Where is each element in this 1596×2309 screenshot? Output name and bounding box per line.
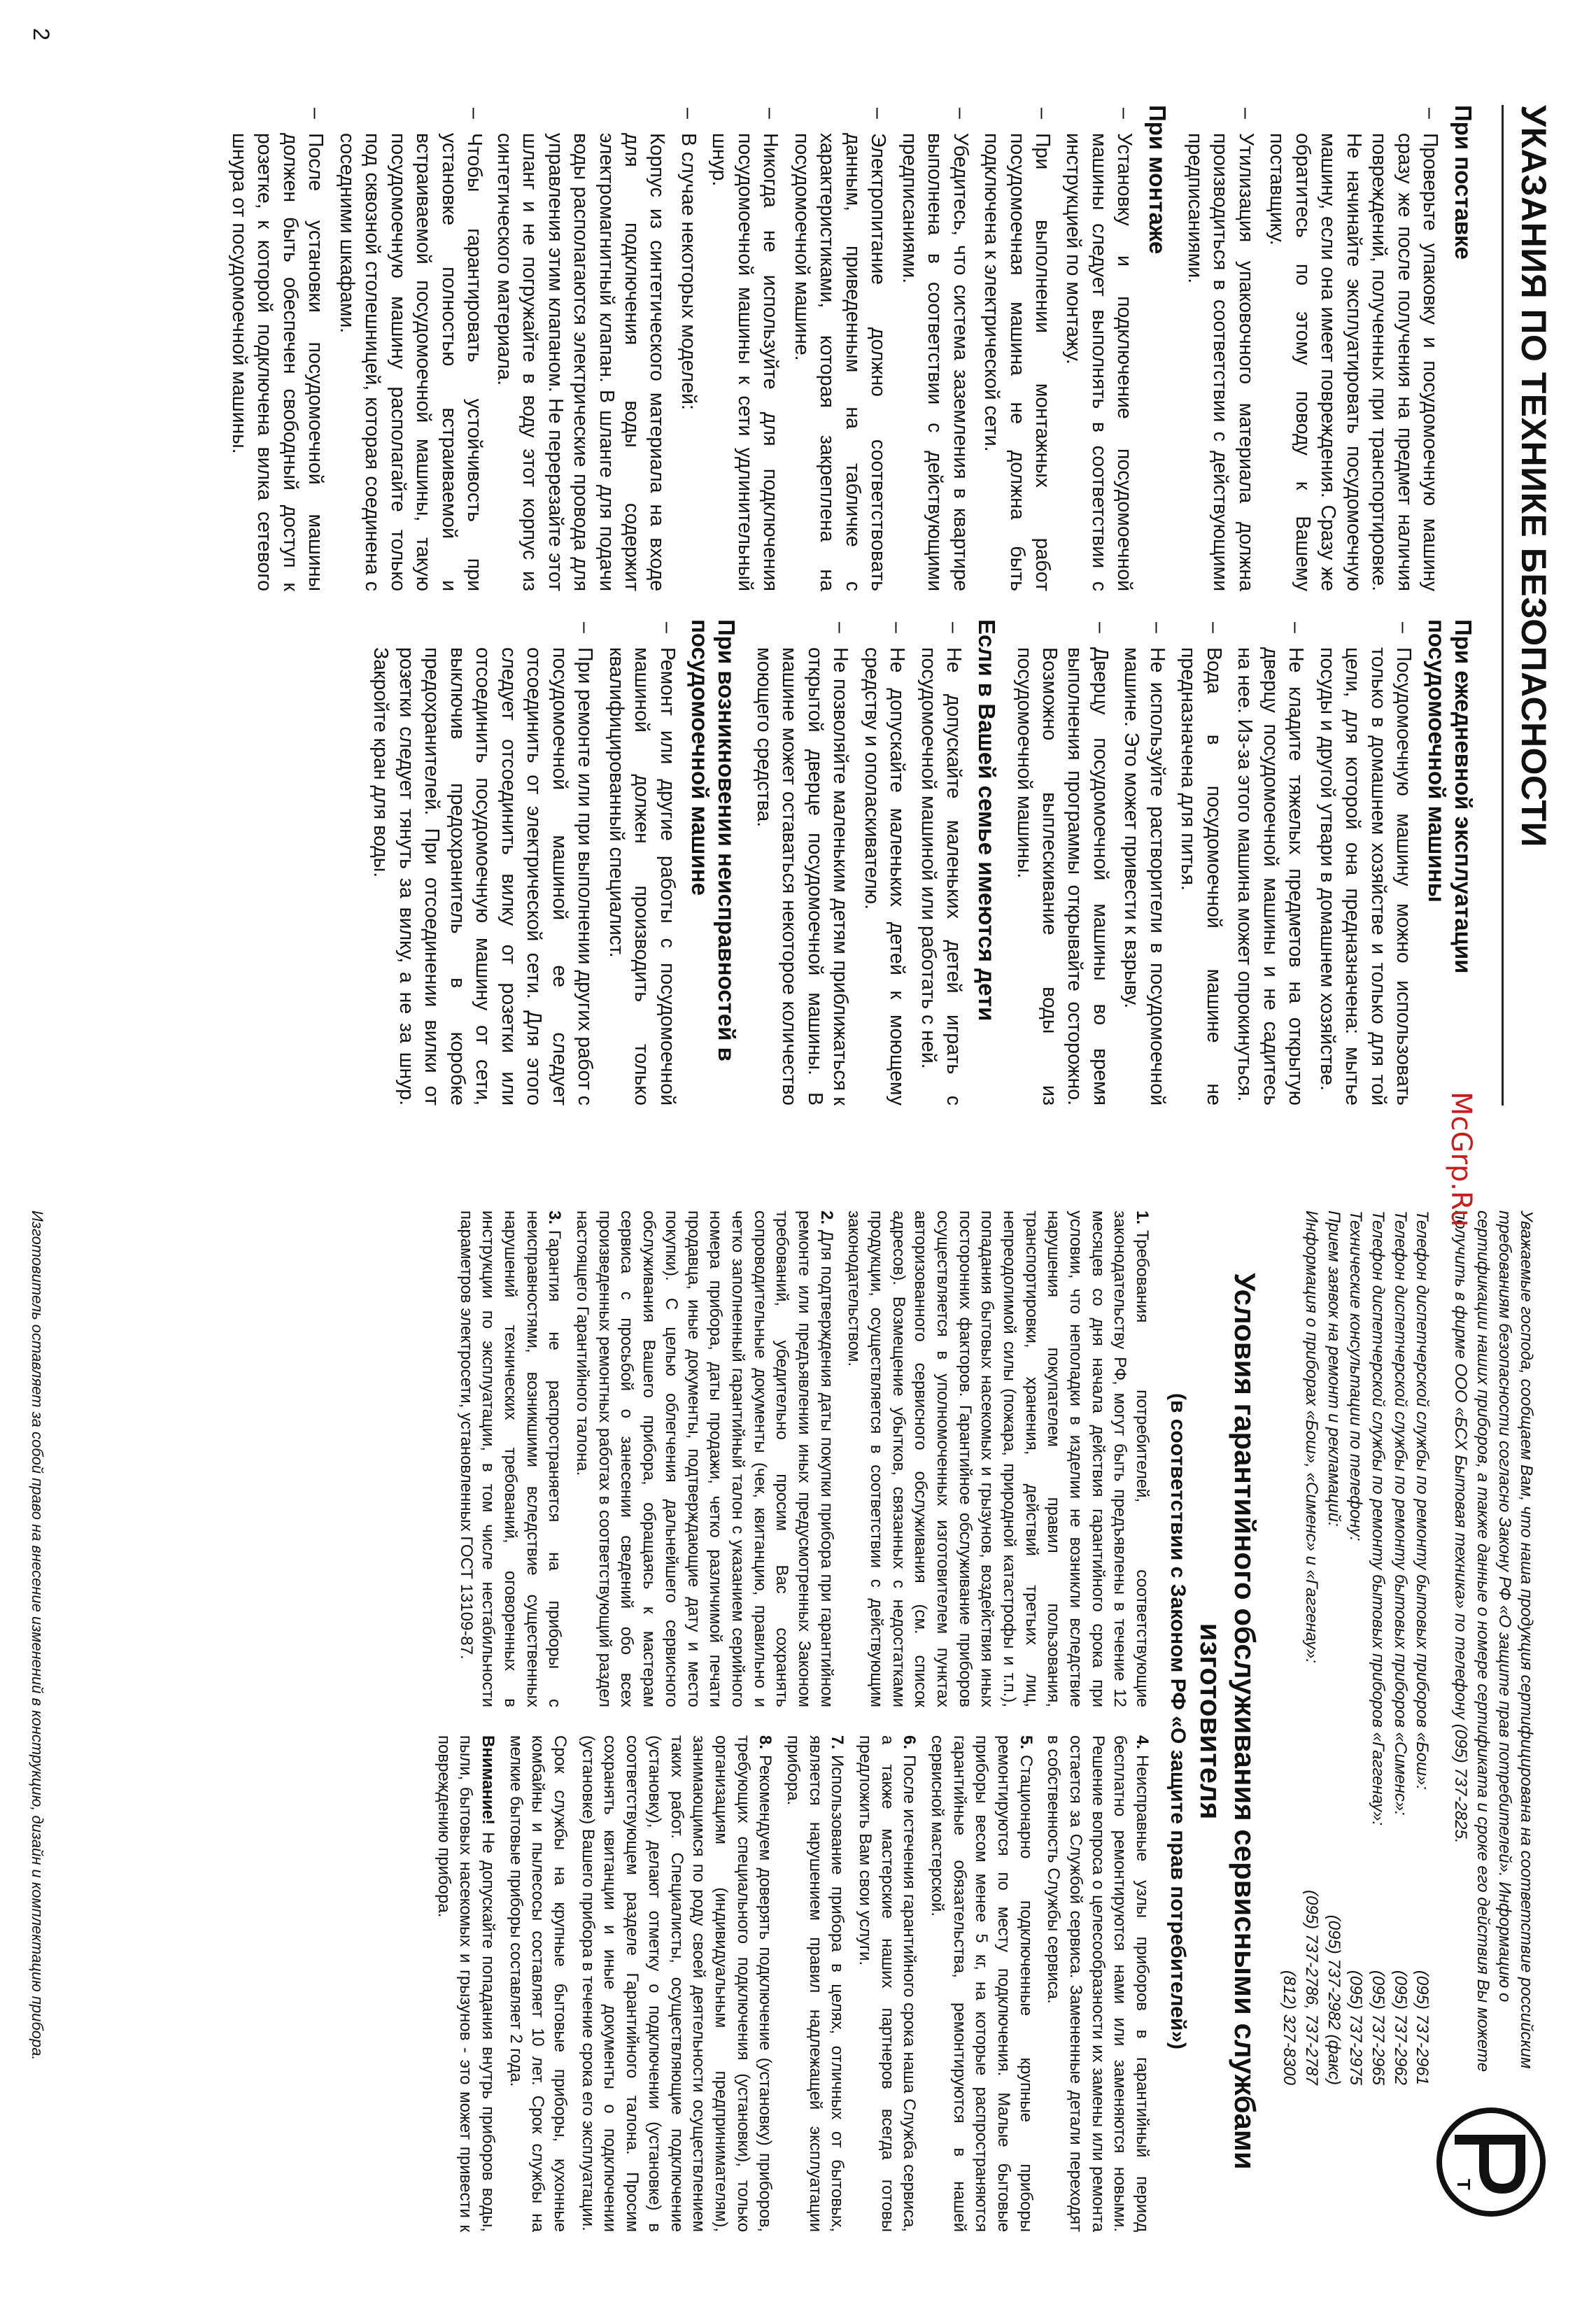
contact-phone: (095) 737-2975 xyxy=(1346,1970,1366,2085)
warranty-column-1 xyxy=(427,1210,1153,1707)
item-text: Рекомендуем доверять подключение (установку) приборов, требующих специального подключения (установки), только организациям (индивидуальным предпринимателям), занимающимся по роду своей деятельности осуществлением таких работ. Специалисты, осуществляющие подключение (установку), делают отметку о подключении (установке) в соответствующем разделе Гарантийного талона. Просим сохранять квитанции и иные документы о подключении (установке) Вашего прибора в течение срока его эксплуатации. xyxy=(578,1735,775,2232)
contact-label: Телефон диспетчерской службы по ремонту бытовых приборов «Гаггенау»: xyxy=(1368,1210,1387,1826)
item-number: 1. xyxy=(1132,1210,1152,1225)
watermark: McGrp.Ru xyxy=(1445,1092,1477,1227)
children-list xyxy=(751,619,966,1106)
list-item: – Чтобы гарантировать устойчивость при установке полностью встраиваемой и встраиваемой посудомоечной машины, такую посудомоечную машину располагайте только под сквозной столешницей, которая соединена с соседними шкафами. xyxy=(334,105,487,591)
warranty-item xyxy=(926,1735,1036,2232)
contact-phone: (095) 737-2965 xyxy=(1368,1970,1387,2085)
list-item: – Утилизация упаковочного материала должна производиться в соответствии с действующими предписаниями. xyxy=(1182,105,1258,591)
contact-row xyxy=(1278,1210,1301,2085)
installation-note: Корпус из синтетического материала на входе для подключения воды содержит электромагнитный клапан. В шланге для подачи воды располагаются электрические провода для управления этим клапаном. Не перерезайте этот шланг и не погружайте в воду этот корпус из синтетического материала. xyxy=(493,133,669,591)
warranty-title: Условия гарантийного обслуживания сервисными службами изготовителя xyxy=(1194,1273,1262,2170)
contact-row xyxy=(1411,1210,1434,2085)
safety-column-1 xyxy=(221,105,1488,591)
daily-use-list xyxy=(1011,619,1416,1106)
item-text: Стационарно подключенные крупные приборы ремонтируются по месту подключения. Малые бытовые приборы весом менее 5 кг, на которые распространяются гарантийные обязательства, ремонтируются в нашей сервисной мастерской. xyxy=(927,1735,1036,2232)
contact-row xyxy=(1322,1210,1345,2085)
warranty-item xyxy=(1043,1735,1153,2232)
section-heading-installation: При монтаже xyxy=(1145,105,1171,255)
section-heading-daily-use: При ежедневной эксплуатации посудомоечной машины xyxy=(1424,619,1476,974)
safety-column-2 xyxy=(221,619,1488,1106)
warranty-item xyxy=(571,1210,837,1707)
list-item: – При ремонте или при выполнении других работ с посудомоечной машиной ее следует отсоединить от электрической сети. Для этого следует отсоединить вилку от розетки или отсоединить посудомоечную машину от сети, выключив предохранитель в коробке предохранителей. При отсоединении вилки от розетки следует тянуть за вилку, а не за шнур. Закройте кран для воды. xyxy=(368,619,598,1106)
svg-text:Т: Т xyxy=(1453,2179,1474,2190)
contact-phone: (812) 327-8300 xyxy=(1280,1970,1299,2085)
item-text: Использование прибора в целях, отличных от бытовых, является нарушением правил надлежащей эксплуатации прибора. xyxy=(783,1735,847,2232)
section-heading-delivery: При поставке xyxy=(1450,105,1476,260)
contact-row xyxy=(1345,1210,1367,2085)
warranty-column-2 xyxy=(427,1735,1153,2232)
warning-note xyxy=(432,1735,499,2232)
warranty-conditions-page xyxy=(0,1154,1596,2309)
section-heading-faults: При возникновении неисправностей в посудомоечной машине xyxy=(687,619,740,1061)
contact-phone: (095) 737-2786, 737-2787 xyxy=(1301,1890,1321,2085)
delivery-list xyxy=(1182,105,1443,591)
warning-label: Внимание! xyxy=(479,1735,498,1825)
item-number: 5. xyxy=(1016,1735,1036,1750)
list-item: – Вода в посудомоечной машине не предназначена для питья. xyxy=(1175,619,1227,1106)
section-heading-children: Если в Вашей семье имеются дети xyxy=(974,619,1001,1022)
safety-instructions-page xyxy=(0,0,1596,1154)
warranty-columns xyxy=(427,1210,1153,2232)
contact-phone: (095) 737-2982 (факс) xyxy=(1324,1914,1343,2085)
list-item: – После установки посудомоечной машины должен быть обеспечен свободный доступ к розетке, к которой подключена вилка сетевого шнура от посудомоечной машины. xyxy=(227,105,329,591)
contact-label: Технические консультации по телефону: xyxy=(1346,1210,1366,1541)
list-item: – Посудомоечную машину можно использовать только в домашнем хозяйстве и только для той цели, для которой она предназначена: мытье посуды и другой утвари в домашнем хозяйстве. xyxy=(1314,619,1416,1106)
warranty-item xyxy=(782,1735,848,2232)
contact-label: Информация о приборах «Бош», «Сименс» и «Гаггенау»: xyxy=(1301,1210,1321,1664)
list-item: – Не позволяйте маленьким детям приближаться к открытой дверце посудомоечной машины. В машине может оставаться некоторое количество моющего средства. xyxy=(751,619,853,1106)
list-item: – В случае некоторых моделей: xyxy=(675,105,700,591)
safety-title: УКАЗАНИЯ ПО ТЕХНИКЕ БЕЗОПАСНОСТИ xyxy=(1502,105,1554,1106)
list-item: – Убедитесь, что система заземления в квартире выполнена в соответствии с действующими предписаниями. xyxy=(896,105,973,591)
list-item: – Электропитание должно соответствовать данным, приведенным на табличке с характеристиками, которая закреплена на посудомоечной машине. xyxy=(789,105,891,591)
item-number: 7. xyxy=(828,1735,847,1750)
warranty-item xyxy=(854,1735,920,2232)
list-item: – Проверьте упаковку и посудомоечную машину сразу же после получения на предмет наличия повреждений, полученных при транспортировке. Не начинайте эксплуатировать посудомоечную машину, если она имеет повреждения. Сразу же обратитесь по этому поводу к Вашему поставщику. xyxy=(1264,105,1443,591)
item-text: Неисправные узлы приборов в гарантийный период бесплатно ремонтируются нами или заменяются новыми. Решение вопроса о целесообразности их замены или ремонта остается за Службой сервиса. Замененные детали переходят в собственность Службы сервиса. xyxy=(1044,1735,1152,2232)
contact-row xyxy=(1367,1210,1389,2085)
item-number: 8. xyxy=(756,1735,775,1750)
item-number: 2. xyxy=(817,1210,836,1225)
page-number: 2 xyxy=(29,28,54,41)
list-item: – Дверцу посудомоечной машины во время выполнения программы открывайте осторожно. Возможно выплескивание воды из посудомоечной машины. xyxy=(1011,619,1113,1106)
item-number: 4. xyxy=(1132,1735,1152,1750)
installation-list xyxy=(675,105,1137,591)
list-item: – Установку и подключение посудомоечной машины следует выполнять в соответствии с инструкцией по монтажу. xyxy=(1061,105,1137,591)
contact-row xyxy=(1300,1210,1322,2085)
warranty-item xyxy=(843,1210,1153,1707)
manufacturer-footer-note: Изготовитель оставляет за собой право на внесение изменений в конструкцию, дизайн и комплектацию прибора. xyxy=(29,1210,46,2061)
contact-row xyxy=(1389,1210,1411,2085)
safety-columns xyxy=(221,105,1488,1106)
item-text: Требования потребителей, соответствующие законодательству РФ, могут быть предъявлены в течение 12 месяцев со дня начала действия гарантийного срока при условии, что неполадки в изделии не возникли вследствие нарушения покупателем правил пользования, транспортировки, хранения, действий третьих лиц, непреодолимой силы (пожара, природной катастрофы и т.п.), попадания бытовых насекомых и грызунов, воздействия иных посторонних факторов. Гарантийное обслуживание приборов осуществляется в уполномоченных изготовителем пунктах авторизованного сервисного обслуживания (см. список адресов). Возмещение убытков, связанных с недостатками продукции, осуществляется в соответствии с действующим законодательством. xyxy=(845,1210,1152,1707)
item-text: После истечения гарантийного срока наша Служба сервиса, а также мастерские наших партнеров всегда готовы предложить Вам свои услуги. xyxy=(855,1735,919,2232)
contact-phone: (095) 737-2961 xyxy=(1413,1970,1432,2085)
item-number: 3. xyxy=(545,1210,565,1225)
faults-list xyxy=(368,619,680,1106)
contact-label: Телефон диспетчерской службы по ремонту бытовых приборов «Сименс»: xyxy=(1390,1210,1410,1816)
contact-label: Прием заявок на ремонт и рекламаций: xyxy=(1324,1210,1343,1527)
warranty-subtitle: (в соответствии с Законом РФ «О защите прав потребителей») xyxy=(1166,1392,1189,2050)
list-item: – Не кладите тяжелых предметов на открытую дверцу посудомоечной машины и не садитесь на нее. Из-за этого машина может опрокинуться. xyxy=(1232,619,1308,1106)
list-item: – При выполнении монтажных работ посудомоечная машина не должна быть подключена к электрической сети. xyxy=(979,105,1055,591)
contact-phone: (095) 737-2962 xyxy=(1390,1970,1410,2085)
list-item: – Не допускайте маленьких детей играть с посудомоечной машиной или работать с ней. xyxy=(915,619,966,1106)
contact-label: Телефон диспетчерской службы по ремонту бытовых приборов «Бош»: xyxy=(1413,1210,1432,1790)
list-item: – Никогда не используйте для подключения посудомоечной машины к сети удлинительный шнур. xyxy=(707,105,783,591)
list-item: – Не допускайте маленьких детей к моющему средству и ополаскивателю. xyxy=(859,619,910,1106)
installation-list-continued xyxy=(227,105,488,591)
item-number: 6. xyxy=(900,1735,919,1750)
warning-text: Не допускайте попадания внутрь приборов воды, пыли, бытовых насекомых и грызунов - это может привести к повреждению прибора. xyxy=(434,1735,498,2232)
list-item: – Ремонт или другие работы с посудомоечной машиной должен производить только квалифицированный специалист. xyxy=(603,619,679,1106)
contacts-list xyxy=(1278,1210,1434,2085)
item-text: Гарантия не распространяется на приборы с неисправностями, возникшими вследствие существенных нарушений технических требований, оговоренных в инструкции по эксплуатации, в том числе нестабильности параметров электросети, установленных ГОСТ 13109-87. xyxy=(456,1210,565,1707)
service-life-text: Срок службы на крупные бытовые приборы, кухонные комбайны и пылесосы составляет 10 лет. Срок службы на мелкие бытовые приборы составляет 2 года. xyxy=(506,1735,570,2232)
rst-certification-logo xyxy=(1435,2106,1547,2218)
warranty-item xyxy=(577,1735,776,2232)
warranty-item xyxy=(455,1210,565,1707)
list-item: – Не используйте растворители в посудомоечной машине. Это может привести к взрыву. xyxy=(1119,619,1170,1106)
certification-intro: Уважаемые господа, сообщаем Вам, что наша продукция сертифицирована на соответствие российским требованиям безопасности согласно Закону РФ «О защите прав потребителей». Информацию о сертификации наших приборов, а также данные о номере сертификата и сроке его действия Вы можете получить в фирме ООО «БСХ Бытовая техника» по телефону (095) 737-2825. xyxy=(1451,1210,1536,2073)
item-text: Для подтверждения даты покупки прибора при гарантийном ремонте или предъявлении иных предусмотренных Законом требований, убедительно просим Вас сохранять сопроводительные документы (чек, квитанцию, правильно и четко заполненный гарантийный талон с указанием серийного номера прибора, даты продажи, четко различимой печати продавца, иные документы, подтверждающие дату и место покупки). С целью облегчения дальнейшего сервисного обслуживания Вашего прибора, обращаясь к мастерам сервиса с просьбой о занесении сведений обо всех произведенных ремонтных работах в соответствующий раздел настоящего Гарантийного талона. xyxy=(573,1210,836,1707)
